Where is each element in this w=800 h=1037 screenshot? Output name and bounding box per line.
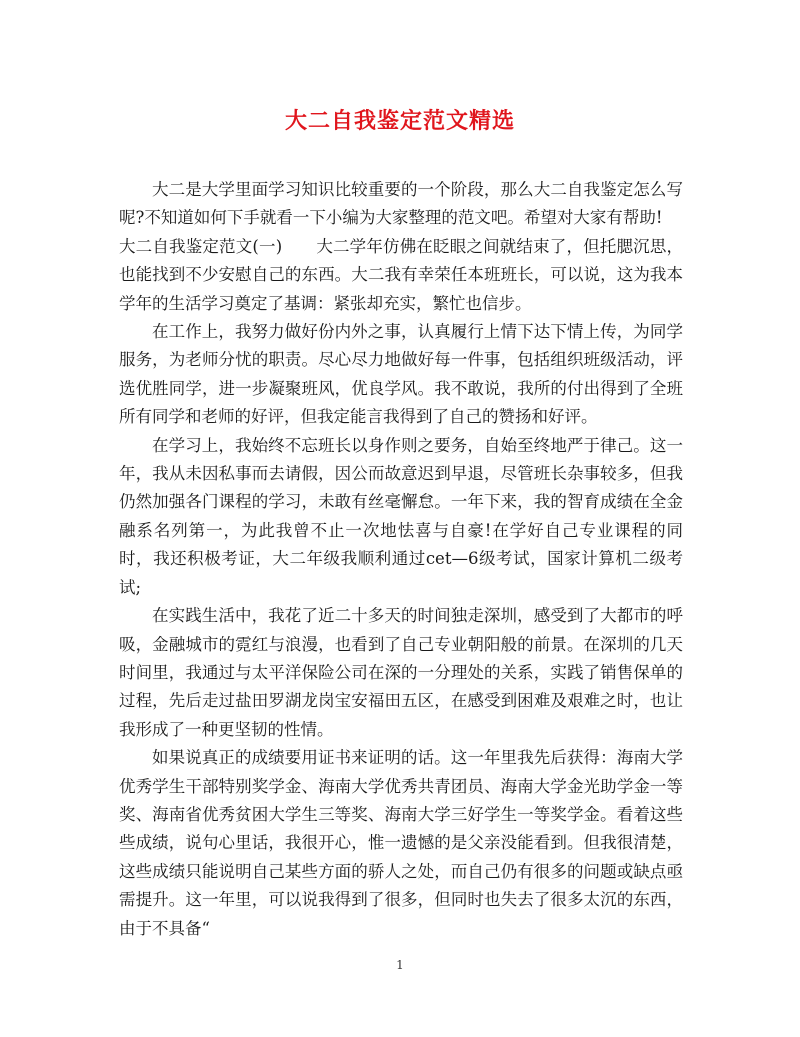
work-paragraph: 在工作上，我努力做好份内外之事，认真履行上情下达下情上传，为同学服务，为老师分忧的职责。尽心尽力地做好每一件事，包括组织班级活动，评选优胜同学，进一步凝聚班风，优良学风。我不敢说，我所的付出得到了全班所有同学和老师的好评，但我定能言我得到了自己的赞扬和好评。 — [119, 322, 683, 427]
intro-paragraph: 大二是大学里面学习知识比较重要的一个阶段，那么大二自我鉴定怎么写呢?不知道如何下手就看一下小编为大家整理的范文吧。希望对大家有帮助! — [119, 180, 683, 228]
section-paragraph — [119, 233, 683, 318]
study-paragraph: 在学习上，我始终不忘班长以身作则之要务，自始至终地严于律己。这一年，我从未因私事而去请假，因公而故意迟到早退，尽管班长杂事较多，但我仍然加强各门课程的学习，未敢有丝毫懈怠。一年下来，我的智育成绩在全金融系名列第一，为此我曾不止一次地怯喜与自豪!在学好自己专业课程的同时，我还积极考证，大二年级我顺利通过cet—6级考试，国家计算机二级考试; — [119, 435, 683, 597]
section-label: 大二自我鉴定范文(一) — [119, 236, 283, 256]
honors-paragraph: 如果说真正的成绩要用证书来证明的话。这一年里我先后获得：海南大学优秀学生干部特别奖学金、海南大学优秀共青团员、海南大学金光助学金一等奖、海南省优秀贫困大学生三等奖、海南大学三好学生一等奖学金。看着这些些成绩，说句心里话，我很开心，惟一遗憾的是父亲没能看到。但我很清楚，这些成绩只能说明自己某些方面的骄人之处，而自己仍有很多的问题或缺点亟需提升。这一年里，可以说我得到了很多，但同时也失去了很多太沉的东西，由于不具备“ — [119, 748, 683, 938]
document-title: 大二自我鉴定范文精选 — [284, 108, 515, 134]
practice-paragraph: 在实践生活中，我花了近二十多天的时间独走深圳，感受到了大都市的呼吸，金融城市的霓红与浪漫，也看到了自己专业朝阳般的前景。在深圳的几天时间里，我通过与太平洋保险公司在深的一分理处的关系，实践了销售保单的过程，先后走过盐田罗湖龙岗宝安福田五区，在感受到困难及艰难之时，也让我形成了一种更坚韧的性情。 — [119, 606, 683, 739]
page-number: 1 — [396, 958, 404, 972]
document-body — [119, 176, 683, 943]
section-first-text: 大二学年仿佛在眨眼之间就结束了，但托腮沉思，也能找到不少安慰自己的东西。大二我有幸荣任本班班长，可以说，这为我本学年的生活学习奠定了基调：紧张却充实，繁忙也信步。 — [119, 236, 684, 313]
